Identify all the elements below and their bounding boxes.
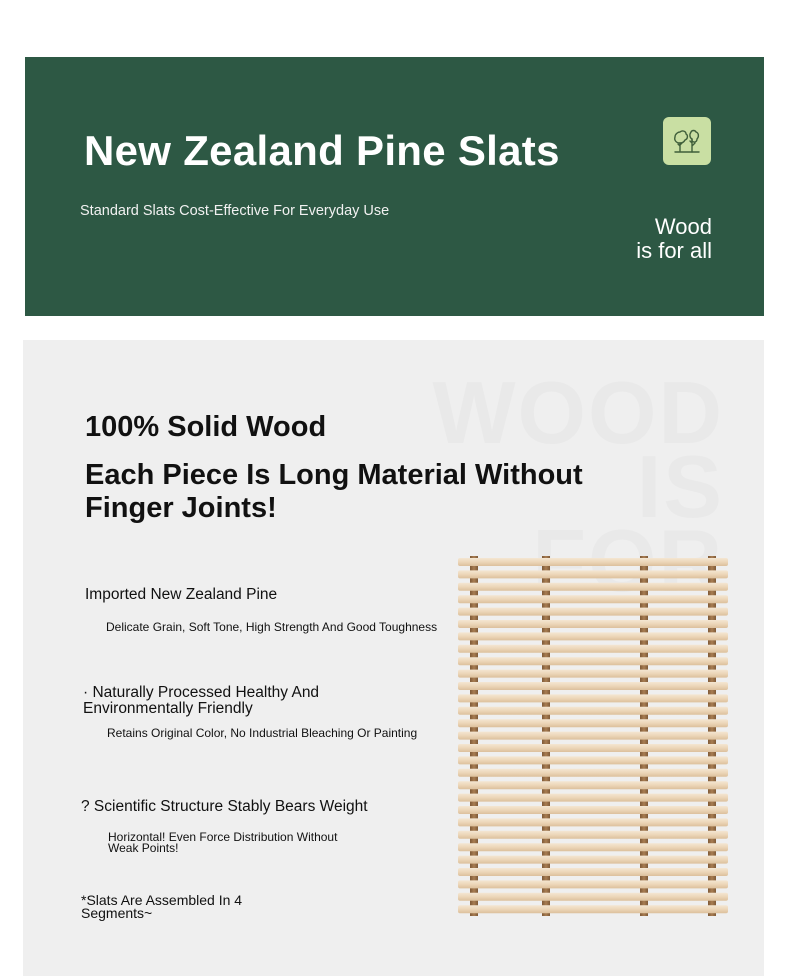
feature-desc: Horizontal! Even Force Distribution Without Weak Points! xyxy=(108,830,338,855)
slat-board xyxy=(458,831,728,839)
slogan-line-2: is for all xyxy=(636,238,712,263)
slat-board xyxy=(458,719,728,727)
banner-subtitle: Standard Slats Cost-Effective For Everyday Use xyxy=(80,203,390,219)
slat-board xyxy=(458,794,728,802)
slat-board xyxy=(458,570,728,578)
slat-board xyxy=(458,595,728,603)
feature-title: · Naturally Processed Healthy And Environmentally Friendly xyxy=(83,684,320,717)
feature-title: Imported New Zealand Pine xyxy=(85,586,278,603)
slat-board xyxy=(458,893,728,901)
hero-banner xyxy=(25,57,764,316)
slat-board xyxy=(458,682,728,690)
slat-board xyxy=(458,880,728,888)
slat-board xyxy=(458,632,728,640)
slat-board xyxy=(458,744,728,752)
watermark-line: IS xyxy=(636,437,724,536)
slat-board xyxy=(458,905,728,913)
slogan-line-1: Wood xyxy=(654,214,712,239)
slat-frame-image xyxy=(458,556,728,916)
slat-board xyxy=(458,657,728,665)
slat-board xyxy=(458,756,728,764)
slat-board xyxy=(458,707,728,715)
heading-no-finger-joints: Each Piece Is Long Material Without Finger Joints! xyxy=(85,459,583,524)
slat-board xyxy=(458,620,728,628)
feature-title: *Slats Are Assembled In 4 Segments~ xyxy=(81,892,243,921)
slat-boards xyxy=(458,558,728,913)
slat-board xyxy=(458,670,728,678)
slogan xyxy=(636,215,712,263)
feature-title: ? Scientific Structure Stably Bears Weight xyxy=(81,798,368,815)
feature-desc: Delicate Grain, Soft Tone, High Strength And Good Toughness xyxy=(106,620,438,634)
slat-board xyxy=(458,868,728,876)
slat-board xyxy=(458,645,728,653)
trees-icon xyxy=(670,124,704,158)
slat-board xyxy=(458,583,728,591)
slat-board xyxy=(458,732,728,740)
heading-solid-wood: 100% Solid Wood xyxy=(85,411,327,443)
slat-board xyxy=(458,769,728,777)
tree-badge xyxy=(663,117,711,165)
feature-panel xyxy=(23,340,764,976)
feature-desc: Retains Original Color, No Industrial Bleaching Or Painting xyxy=(107,726,418,740)
slat-board xyxy=(458,843,728,851)
slat-board xyxy=(458,856,728,864)
slat-board xyxy=(458,806,728,814)
banner-title: New Zealand Pine Slats xyxy=(84,127,560,174)
slat-board xyxy=(458,694,728,702)
slat-board xyxy=(458,781,728,789)
slat-board xyxy=(458,608,728,616)
slat-board xyxy=(458,558,728,566)
slat-board xyxy=(458,818,728,826)
watermark-line: WOOD xyxy=(432,363,724,462)
